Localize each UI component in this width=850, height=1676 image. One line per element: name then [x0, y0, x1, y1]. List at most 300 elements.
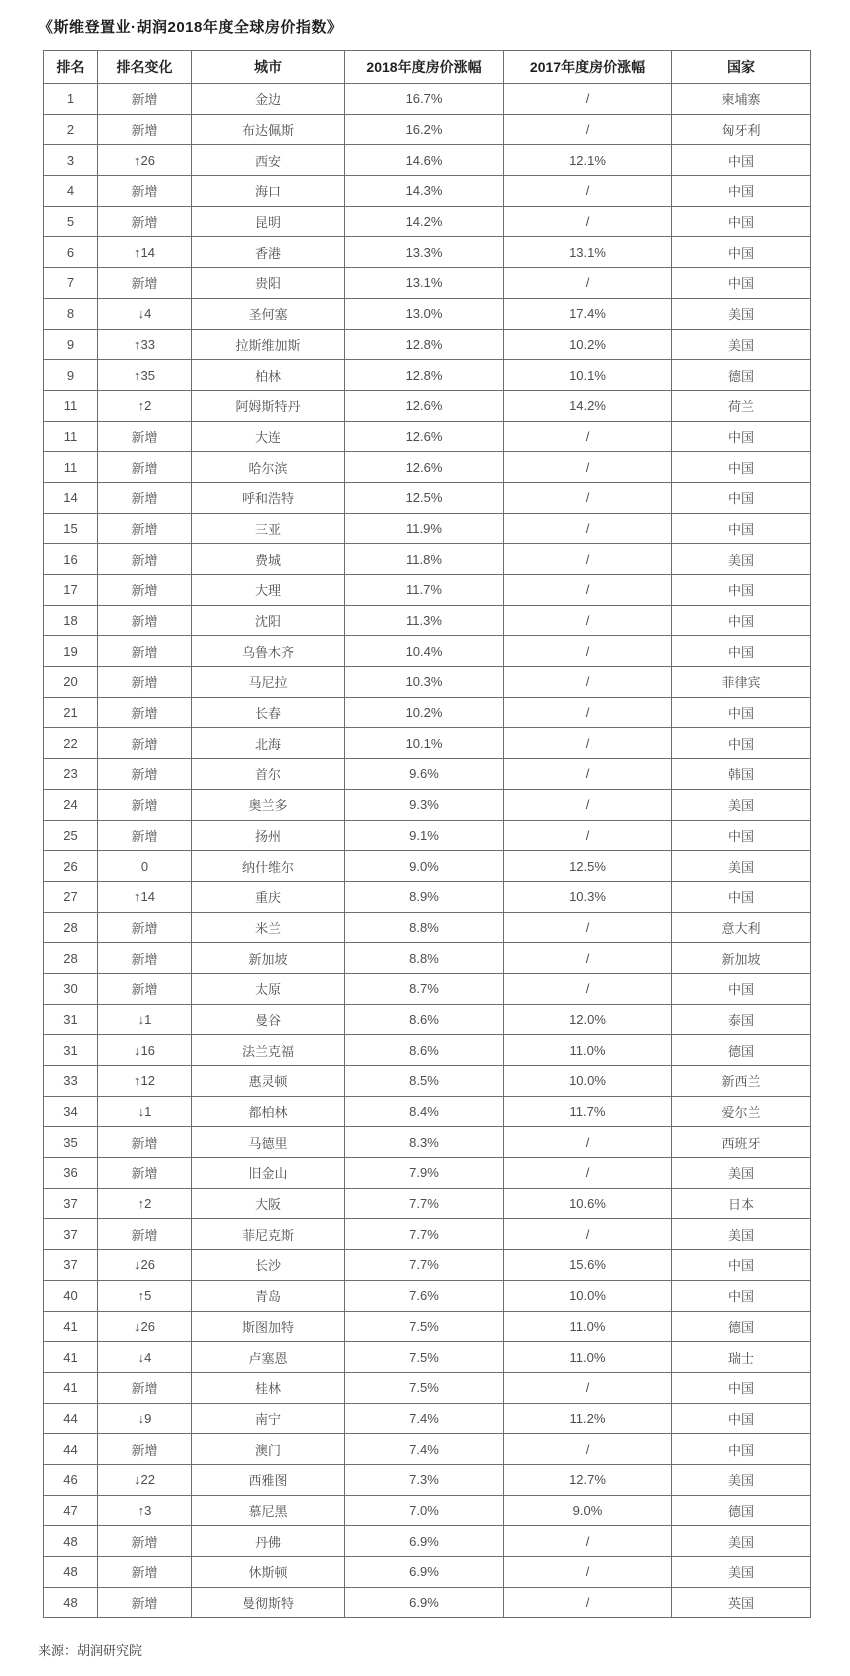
- table-cell: 36: [44, 1158, 98, 1189]
- table-row: [44, 1004, 811, 1035]
- table-cell: 西安: [192, 145, 345, 176]
- table-row: [44, 851, 811, 882]
- table-cell: /: [504, 912, 672, 943]
- table-cell: 16: [44, 544, 98, 575]
- table-cell: 0: [98, 851, 192, 882]
- table-cell: 昆明: [192, 206, 345, 237]
- table-cell: 8.6%: [345, 1004, 504, 1035]
- table-cell: ↓22: [98, 1464, 192, 1495]
- table-cell: 8.4%: [345, 1096, 504, 1127]
- table-cell: /: [504, 667, 672, 698]
- header-row: [44, 51, 811, 84]
- table-cell: 34: [44, 1096, 98, 1127]
- table-cell: 48: [44, 1526, 98, 1557]
- table-cell: 10.1%: [504, 360, 672, 391]
- table-cell: 法兰克福: [192, 1035, 345, 1066]
- table-cell: 卢塞恩: [192, 1342, 345, 1373]
- table-cell: 2: [44, 114, 98, 145]
- table-cell: 28: [44, 943, 98, 974]
- table-cell: /: [504, 84, 672, 115]
- table-cell: ↑35: [98, 360, 192, 391]
- table-cell: /: [504, 759, 672, 790]
- table-cell: 7.5%: [345, 1342, 504, 1373]
- table-cell: 17.4%: [504, 298, 672, 329]
- table-cell: 44: [44, 1434, 98, 1465]
- table-cell: 新加坡: [192, 943, 345, 974]
- table-cell: 新增: [98, 728, 192, 759]
- table-cell: 美国: [672, 544, 811, 575]
- table-cell: 10.2%: [345, 697, 504, 728]
- table-row: [44, 544, 811, 575]
- table-cell: 新增: [98, 84, 192, 115]
- table-cell: 贵阳: [192, 268, 345, 299]
- table-row: [44, 145, 811, 176]
- table-cell: 新增: [98, 114, 192, 145]
- table-cell: /: [504, 206, 672, 237]
- table-cell: 8.5%: [345, 1066, 504, 1097]
- table-cell: 6.9%: [345, 1587, 504, 1618]
- table-row: [44, 482, 811, 513]
- table-cell: 德国: [672, 1311, 811, 1342]
- table-row: [44, 1557, 811, 1588]
- table-cell: 37: [44, 1219, 98, 1250]
- table-cell: 6.9%: [345, 1557, 504, 1588]
- table-body: [44, 84, 811, 1618]
- table-cell: /: [504, 697, 672, 728]
- table-cell: 日本: [672, 1188, 811, 1219]
- table-cell: /: [504, 728, 672, 759]
- table-cell: 新增: [98, 912, 192, 943]
- table-cell: 哈尔滨: [192, 452, 345, 483]
- table-cell: 48: [44, 1587, 98, 1618]
- table-cell: 7.5%: [345, 1311, 504, 1342]
- table-cell: 15: [44, 513, 98, 544]
- table-cell: 16.2%: [345, 114, 504, 145]
- table-cell: 11: [44, 390, 98, 421]
- table-cell: 12.6%: [345, 421, 504, 452]
- table-cell: 海口: [192, 176, 345, 207]
- table-row: [44, 513, 811, 544]
- table-cell: 16.7%: [345, 84, 504, 115]
- table-row: [44, 1066, 811, 1097]
- table-cell: 新增: [98, 421, 192, 452]
- table-cell: /: [504, 973, 672, 1004]
- table-cell: 9: [44, 360, 98, 391]
- table-cell: /: [504, 544, 672, 575]
- table-cell: /: [504, 636, 672, 667]
- table-cell: /: [504, 1557, 672, 1588]
- table-row: [44, 1372, 811, 1403]
- table-cell: /: [504, 605, 672, 636]
- table-cell: 新增: [98, 575, 192, 606]
- table-cell: 菲律宾: [672, 667, 811, 698]
- table-row: [44, 728, 811, 759]
- table-cell: 新增: [98, 482, 192, 513]
- table-cell: 7.0%: [345, 1495, 504, 1526]
- table-cell: 12.5%: [345, 482, 504, 513]
- table-cell: 10.6%: [504, 1188, 672, 1219]
- table-cell: /: [504, 268, 672, 299]
- table-cell: 中国: [672, 268, 811, 299]
- table-cell: 新增: [98, 789, 192, 820]
- table-row: [44, 1096, 811, 1127]
- table-cell: 美国: [672, 789, 811, 820]
- table-cell: /: [504, 575, 672, 606]
- table-cell: 24: [44, 789, 98, 820]
- table-cell: 德国: [672, 1035, 811, 1066]
- table-cell: ↑2: [98, 1188, 192, 1219]
- table-cell: 5: [44, 206, 98, 237]
- table-row: [44, 1219, 811, 1250]
- table-row: [44, 820, 811, 851]
- table-row: [44, 697, 811, 728]
- table-row: [44, 176, 811, 207]
- table-cell: 美国: [672, 1557, 811, 1588]
- table-cell: ↓26: [98, 1311, 192, 1342]
- table-cell: 23: [44, 759, 98, 790]
- table-cell: 新增: [98, 1127, 192, 1158]
- table-cell: 11.7%: [504, 1096, 672, 1127]
- table-cell: 新增: [98, 759, 192, 790]
- table-row: [44, 1280, 811, 1311]
- table-row: [44, 1526, 811, 1557]
- table-cell: 11: [44, 452, 98, 483]
- table-cell: 14: [44, 482, 98, 513]
- table-cell: 费城: [192, 544, 345, 575]
- table-cell: 40: [44, 1280, 98, 1311]
- table-cell: 25: [44, 820, 98, 851]
- table-cell: /: [504, 1127, 672, 1158]
- table-cell: 新增: [98, 1557, 192, 1588]
- table-cell: 11.0%: [504, 1311, 672, 1342]
- table-cell: 澳门: [192, 1434, 345, 1465]
- table-cell: 圣何塞: [192, 298, 345, 329]
- table-cell: 新增: [98, 636, 192, 667]
- table-cell: 中国: [672, 1250, 811, 1281]
- table-cell: 41: [44, 1372, 98, 1403]
- table-cell: 西雅图: [192, 1464, 345, 1495]
- table-cell: 31: [44, 1004, 98, 1035]
- table-cell: 10.3%: [504, 881, 672, 912]
- table-row: [44, 667, 811, 698]
- table-cell: /: [504, 482, 672, 513]
- table-cell: 大阪: [192, 1188, 345, 1219]
- table-row: [44, 452, 811, 483]
- table-cell: 11.0%: [504, 1035, 672, 1066]
- table-cell: 35: [44, 1127, 98, 1158]
- table-row: [44, 759, 811, 790]
- table-cell: 7.6%: [345, 1280, 504, 1311]
- table-cell: 米兰: [192, 912, 345, 943]
- table-cell: 1: [44, 84, 98, 115]
- table-cell: 曼谷: [192, 1004, 345, 1035]
- table-cell: 7.7%: [345, 1250, 504, 1281]
- table-cell: 斯图加特: [192, 1311, 345, 1342]
- table-cell: 7.4%: [345, 1434, 504, 1465]
- table-cell: 新增: [98, 1526, 192, 1557]
- table-row: [44, 1250, 811, 1281]
- table-cell: 11.8%: [345, 544, 504, 575]
- table-cell: 扬州: [192, 820, 345, 851]
- table-cell: 48: [44, 1557, 98, 1588]
- table-cell: 10.0%: [504, 1066, 672, 1097]
- table-cell: /: [504, 789, 672, 820]
- table-row: [44, 1434, 811, 1465]
- table-cell: 新增: [98, 973, 192, 1004]
- table-cell: 丹佛: [192, 1526, 345, 1557]
- column-header: 排名变化: [98, 51, 192, 84]
- table-cell: 中国: [672, 452, 811, 483]
- table-row: [44, 84, 811, 115]
- table-cell: 8.7%: [345, 973, 504, 1004]
- table-cell: 中国: [672, 605, 811, 636]
- table-cell: 中国: [672, 145, 811, 176]
- table-cell: 匈牙利: [672, 114, 811, 145]
- table-cell: 太原: [192, 973, 345, 1004]
- table-cell: 21: [44, 697, 98, 728]
- table-row: [44, 973, 811, 1004]
- table-cell: 长沙: [192, 1250, 345, 1281]
- table-cell: 中国: [672, 1280, 811, 1311]
- table-cell: 44: [44, 1403, 98, 1434]
- table-cell: 新西兰: [672, 1066, 811, 1097]
- table-cell: 11.3%: [345, 605, 504, 636]
- table-row: [44, 1403, 811, 1434]
- table-cell: 20: [44, 667, 98, 698]
- table-cell: 德国: [672, 1495, 811, 1526]
- table-cell: 美国: [672, 1158, 811, 1189]
- table-cell: 北海: [192, 728, 345, 759]
- table-cell: 13.1%: [345, 268, 504, 299]
- table-cell: /: [504, 1434, 672, 1465]
- table-cell: 德国: [672, 360, 811, 391]
- table-cell: 12.8%: [345, 329, 504, 360]
- table-cell: 大理: [192, 575, 345, 606]
- table-cell: ↑2: [98, 390, 192, 421]
- table-cell: 重庆: [192, 881, 345, 912]
- column-header: 排名: [44, 51, 98, 84]
- table-row: [44, 1127, 811, 1158]
- table-cell: ↓16: [98, 1035, 192, 1066]
- table-cell: 马德里: [192, 1127, 345, 1158]
- table-cell: 7.3%: [345, 1464, 504, 1495]
- table-cell: 美国: [672, 298, 811, 329]
- column-header: 城市: [192, 51, 345, 84]
- table-cell: 9.0%: [345, 851, 504, 882]
- table-cell: 6: [44, 237, 98, 268]
- source-note: 来源：胡润研究院: [38, 1643, 143, 1659]
- table-cell: 12.6%: [345, 390, 504, 421]
- table-cell: 新增: [98, 176, 192, 207]
- table-cell: 10.2%: [504, 329, 672, 360]
- table-cell: 新增: [98, 452, 192, 483]
- table-cell: 47: [44, 1495, 98, 1526]
- table-cell: 柏林: [192, 360, 345, 391]
- table-cell: 41: [44, 1311, 98, 1342]
- table-cell: 三亚: [192, 513, 345, 544]
- table-cell: 6.9%: [345, 1526, 504, 1557]
- table-cell: 11.2%: [504, 1403, 672, 1434]
- table-row: [44, 1188, 811, 1219]
- table-cell: 柬埔寨: [672, 84, 811, 115]
- table-cell: 33: [44, 1066, 98, 1097]
- table-cell: 布达佩斯: [192, 114, 345, 145]
- price-index-table: [43, 50, 811, 1618]
- column-header: 2017年度房价涨幅: [504, 51, 672, 84]
- table-cell: /: [504, 1372, 672, 1403]
- table-cell: 17: [44, 575, 98, 606]
- table-cell: 中国: [672, 237, 811, 268]
- table-row: [44, 789, 811, 820]
- table-cell: 新增: [98, 206, 192, 237]
- table-row: [44, 575, 811, 606]
- table-cell: 中国: [672, 881, 811, 912]
- table-cell: 中国: [672, 176, 811, 207]
- table-cell: 金边: [192, 84, 345, 115]
- table-row: [44, 1035, 811, 1066]
- table-cell: ↓1: [98, 1096, 192, 1127]
- table-cell: 8.8%: [345, 943, 504, 974]
- table-cell: 12.7%: [504, 1464, 672, 1495]
- table-row: [44, 390, 811, 421]
- table-cell: 30: [44, 973, 98, 1004]
- table-cell: 呼和浩特: [192, 482, 345, 513]
- table-cell: 美国: [672, 1464, 811, 1495]
- table-cell: 37: [44, 1250, 98, 1281]
- table-cell: 11.7%: [345, 575, 504, 606]
- table-cell: 13.1%: [504, 237, 672, 268]
- table-cell: 14.3%: [345, 176, 504, 207]
- table-cell: 8.6%: [345, 1035, 504, 1066]
- table-cell: 新增: [98, 1219, 192, 1250]
- table-cell: 瑞士: [672, 1342, 811, 1373]
- table-cell: 26: [44, 851, 98, 882]
- column-header: 国家: [672, 51, 811, 84]
- table-cell: ↓9: [98, 1403, 192, 1434]
- table-cell: 8: [44, 298, 98, 329]
- table-row: [44, 298, 811, 329]
- table-cell: /: [504, 1158, 672, 1189]
- table-cell: 14.2%: [345, 206, 504, 237]
- table-row: [44, 206, 811, 237]
- table-cell: 22: [44, 728, 98, 759]
- table-cell: 12.8%: [345, 360, 504, 391]
- table-cell: 美国: [672, 329, 811, 360]
- table-row: [44, 912, 811, 943]
- table-row: [44, 1342, 811, 1373]
- table-row: [44, 605, 811, 636]
- table-cell: 11.0%: [504, 1342, 672, 1373]
- table-row: [44, 1158, 811, 1189]
- table-cell: ↓1: [98, 1004, 192, 1035]
- table-cell: 10.3%: [345, 667, 504, 698]
- table-cell: 41: [44, 1342, 98, 1373]
- table-cell: 美国: [672, 851, 811, 882]
- table-cell: 慕尼黑: [192, 1495, 345, 1526]
- table-cell: 休斯顿: [192, 1557, 345, 1588]
- table-cell: 中国: [672, 575, 811, 606]
- table-cell: 新增: [98, 268, 192, 299]
- table-cell: 27: [44, 881, 98, 912]
- table-cell: 首尔: [192, 759, 345, 790]
- table-cell: 中国: [672, 513, 811, 544]
- table-cell: ↑14: [98, 881, 192, 912]
- table-cell: 新增: [98, 943, 192, 974]
- table-cell: 11.9%: [345, 513, 504, 544]
- table-cell: 新增: [98, 1587, 192, 1618]
- table-cell: 长春: [192, 697, 345, 728]
- table-cell: 新增: [98, 667, 192, 698]
- table-cell: ↓4: [98, 298, 192, 329]
- table-cell: ↑3: [98, 1495, 192, 1526]
- table-cell: 7.7%: [345, 1219, 504, 1250]
- table-row: [44, 1587, 811, 1618]
- table-cell: 8.9%: [345, 881, 504, 912]
- table-cell: 中国: [672, 421, 811, 452]
- table-cell: 拉斯维加斯: [192, 329, 345, 360]
- table-cell: 南宁: [192, 1403, 345, 1434]
- table-cell: 中国: [672, 206, 811, 237]
- table-cell: 9: [44, 329, 98, 360]
- table-cell: 大连: [192, 421, 345, 452]
- table-cell: 7: [44, 268, 98, 299]
- table-cell: /: [504, 421, 672, 452]
- table-cell: 31: [44, 1035, 98, 1066]
- table-cell: 9.3%: [345, 789, 504, 820]
- table-cell: 桂林: [192, 1372, 345, 1403]
- table-cell: 14.6%: [345, 145, 504, 176]
- table-cell: 英国: [672, 1587, 811, 1618]
- table-cell: /: [504, 114, 672, 145]
- table-cell: 13.0%: [345, 298, 504, 329]
- table-row: [44, 636, 811, 667]
- table-cell: 马尼拉: [192, 667, 345, 698]
- table-cell: ↓4: [98, 1342, 192, 1373]
- table-cell: 青岛: [192, 1280, 345, 1311]
- column-header: 2018年度房价涨幅: [345, 51, 504, 84]
- table-cell: ↓26: [98, 1250, 192, 1281]
- table-row: [44, 421, 811, 452]
- table-row: [44, 1495, 811, 1526]
- table-cell: 中国: [672, 728, 811, 759]
- table-row: [44, 237, 811, 268]
- table-cell: 46: [44, 1464, 98, 1495]
- table-cell: 美国: [672, 1526, 811, 1557]
- table-cell: 香港: [192, 237, 345, 268]
- table-cell: 19: [44, 636, 98, 667]
- table-cell: 新增: [98, 513, 192, 544]
- table-cell: 3: [44, 145, 98, 176]
- table-cell: 4: [44, 176, 98, 207]
- table-cell: 阿姆斯特丹: [192, 390, 345, 421]
- table-cell: 12.5%: [504, 851, 672, 882]
- table-cell: 新增: [98, 1372, 192, 1403]
- table-cell: 意大利: [672, 912, 811, 943]
- page-title: 《斯维登置业·胡润2018年度全球房价指数》: [38, 19, 343, 36]
- table-cell: ↑12: [98, 1066, 192, 1097]
- table-row: [44, 268, 811, 299]
- table-cell: 曼彻斯特: [192, 1587, 345, 1618]
- table-cell: /: [504, 513, 672, 544]
- table-cell: 新增: [98, 544, 192, 575]
- table-cell: 新增: [98, 605, 192, 636]
- table-cell: 9.6%: [345, 759, 504, 790]
- table-cell: 新增: [98, 1434, 192, 1465]
- table-cell: 7.5%: [345, 1372, 504, 1403]
- table-cell: /: [504, 943, 672, 974]
- table-cell: 乌鲁木齐: [192, 636, 345, 667]
- table-cell: 沈阳: [192, 605, 345, 636]
